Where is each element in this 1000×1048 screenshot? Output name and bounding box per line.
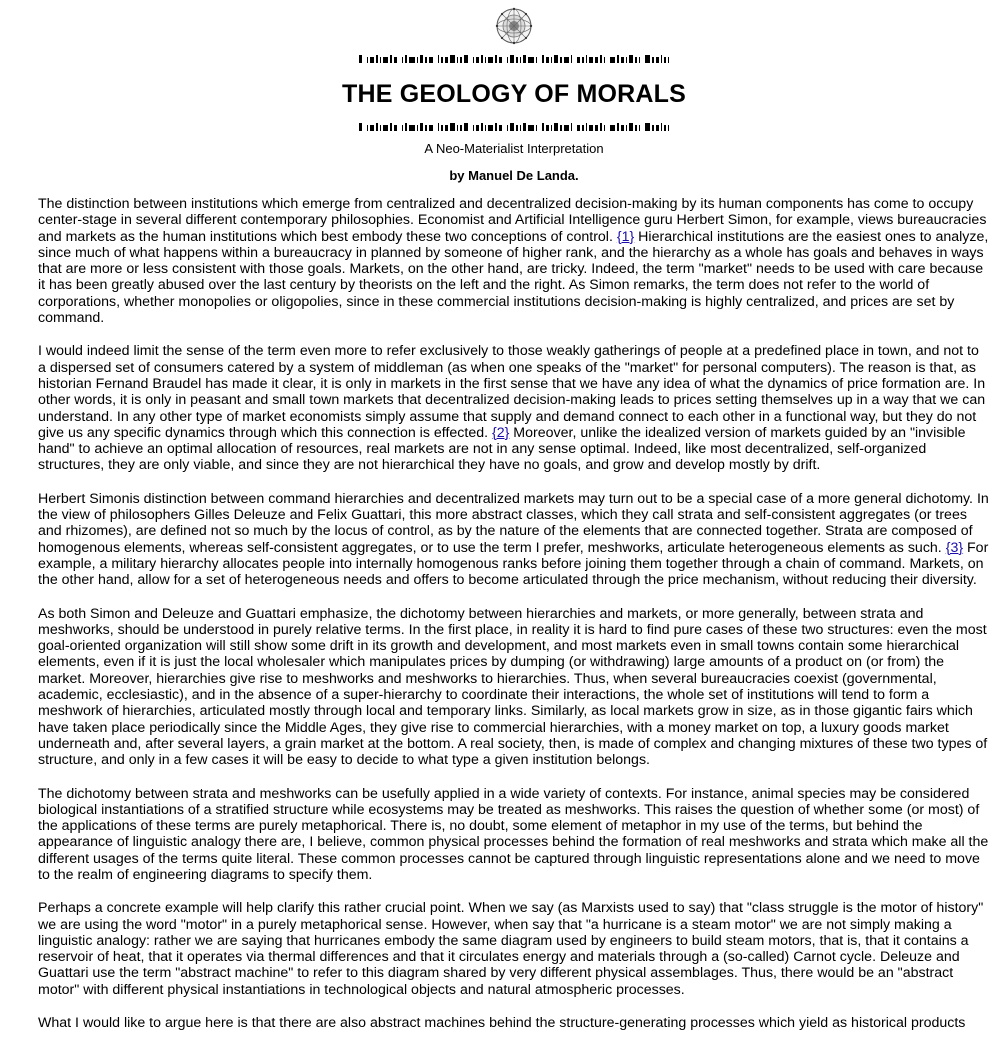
footnote-link-3[interactable]: {3}	[945, 539, 964, 556]
paragraph-text: Herbert Simonis distinction between command hierarchies and decentralized markets may turn out to be a special case of a more general dichotomy. In the view of philosophers Gilles Deleuze and Felix Guattari, this more abstract classes, which they call strata and self-consistent aggregates (or trees and rhizomes), are defined not so much by the locus of control, as by the nature of the elements that are connected together. Strata are composed of homogenous elements, whereas self-consistent aggregates, or to use the term I prefer, meshworks, articulate heterogeneous elements as such.	[38, 490, 989, 556]
page-subtitle: A Neo-Materialist Interpretation	[424, 141, 604, 156]
paragraph-text: For example, a military hierarchy allocates people into internally homogenous ranks before joining them together through a chain of command. Markets, on the other hand, allow for a set of heterogeneous needs and offers to become articulated through the price mechanism, without reducing their diversity.	[38, 539, 989, 589]
footnote-link-1[interactable]: {1}	[616, 228, 635, 245]
footnote-link-2[interactable]: {2}	[491, 424, 510, 441]
paragraph	[38, 343, 990, 473]
page-title: THE GEOLOGY OF MORALS	[341, 80, 687, 108]
paragraph: What I would like to argue here is that there are also abstract machines behind the structure-generating processes which yield as historical products	[38, 1015, 966, 1032]
paragraph	[38, 491, 990, 589]
paragraph-text: Hierarchical institutions are the easiest ones to analyze, since much of what happens within a bureaucracy in planned by someone of higher rank, and the hierarchy as a whole has goals and behaves in ways that are more or less consistent with those goals. Markets, on the other hand, are tricky. Indeed, the term "market" needs to be used with care because it has been greatly abused over the last century by theorists on the left and the right. As Simon remarks, the term does not refer to the world of corporations, whether monopolies or oligopolies, since in these commercial institutions decision-making is highly centralized, and prices are set by command.	[38, 228, 989, 327]
author-byline: by Manuel De Landa.	[449, 168, 579, 183]
paragraph: Perhaps a concrete example will help clarify this rather crucial point. When we say (as Marxists used to say) that "class struggle is the motor of history" we are using the word "motor" in a purely metaphorical sense. However, when say that "a hurricane is a steam motor" we are not simply making a linguistic analogy: rather we are saying that hurricanes embody the same diagram used by engineers to build steam motors, that is, that it contains a reservoir of heat, that it operates via thermal differences and that it circulates energy and materials through a (so-called) Carnot cycle. Deleuze and Guattari use the term "abstract machine" to refer to this diagram shared by very different physical assemblages. Thus, there would be an "abstract motor" with different physical instantiations in technological objects and natural atmospheric processes.	[38, 900, 984, 998]
article-body	[38, 196, 990, 1031]
globe-logo-icon	[494, 6, 534, 46]
paragraph	[38, 196, 990, 326]
paragraph-text: Moreover, unlike the idealized version of markets guided by an "invisible hand" to achieve an optimal allocation of resources, real markets are not in any sense optimal. Indeed, like most decentralized, self-organized structures, they are only viable, and since they are not hierarchical they have no goals, and grow and develop mostly by drift.	[38, 424, 966, 474]
decorative-divider-bottom	[359, 123, 669, 131]
paragraph-text: The distinction between institutions which emerge from centralized and decentralized decision-making by its human components has come to occupy center-stage in several different contemporary philosophies. Economist and Artificial Intelligence guru Herbert Simon, for example, views bureaucracies and markets as the human institutions which best embody these two conceptions of control.	[38, 196, 987, 245]
paragraph: As both Simon and Deleuze and Guattari emphasize, the dichotomy between hierarchies and markets, or more generally, between strata and meshworks, should be understood in purely relative terms. In the first place, in reality it is hard to find pure cases of these two structures: even the most goal-oriented organization will still show some drift in its growth and development, and most markets even in small towns contain some hierarchical elements, even if it is just the local wholesaler which manipulates prices by dumping (or withdrawing) large amounts of a product on (or from) the market. Moreover, hierarchies give rise to meshworks and meshworks to hierarchies. Thus, when several bureaucracies coexist (governmental, academic, ecclesiastic), and in the absence of a super-hierarchy to coordinate their interactions, the whole set of institutions will tend to form a meshwork of hierarchies, articulated mostly through local and temporary links. Similarly, as local markets grow in size, as in those gigantic fairs which have taken place periodically since the Middle Ages, they give rise to commercial hierarchies, with a money market on top, a luxury goods market underneath and, after several layers, a grain market at the bottom. A real society, then, is made of complex and changing mixtures of these two types of structure, and only in a few cases it will be easy to decide to what type a given institution belongs.	[38, 605, 988, 769]
decorative-divider-top	[359, 55, 669, 63]
paragraph: The dichotomy between strata and meshworks can be usefully applied in a wide variety of contexts. For instance, animal species may be considered biological instantiations of a stratified structure while ecosystems may be treated as meshworks. This raises the question of whether some (or most) of the applications of these terms are purely metaphorical. There is, no doubt, some element of metaphor in my use of the terms, but behind the appearance of linguistic analogy there are, I believe, common physical processes behind the formation of real meshworks and strata which make all the different usages of the terms quite literal. These common processes cannot be captured through linguistic representations alone and we need to move to the realm of engineering diagrams to specify them.	[38, 785, 989, 883]
document	[38, 0, 990, 1048]
paragraph-text: I would indeed limit the sense of the term even more to refer exclusively to those weakly gatherings of people at a predefined place in town, and not to a dispersed set of consumers catered by a system of middleman (as when one speaks of the "market" for personal computers). The reason is that, as historian Fernand Braudel has made it clear, it is only in markets in the first sense that we have any idea of what the dynamics of price formation are. In other words, it is only in peasant and small town markets that decentralized decision-making leads to prices setting themselves up in a way that we can understand. In any other type of market economists simply assume that supply and demand connect to each other in a functional way, but they do not give us any specific dynamics through which this connection is effected.	[38, 343, 986, 441]
